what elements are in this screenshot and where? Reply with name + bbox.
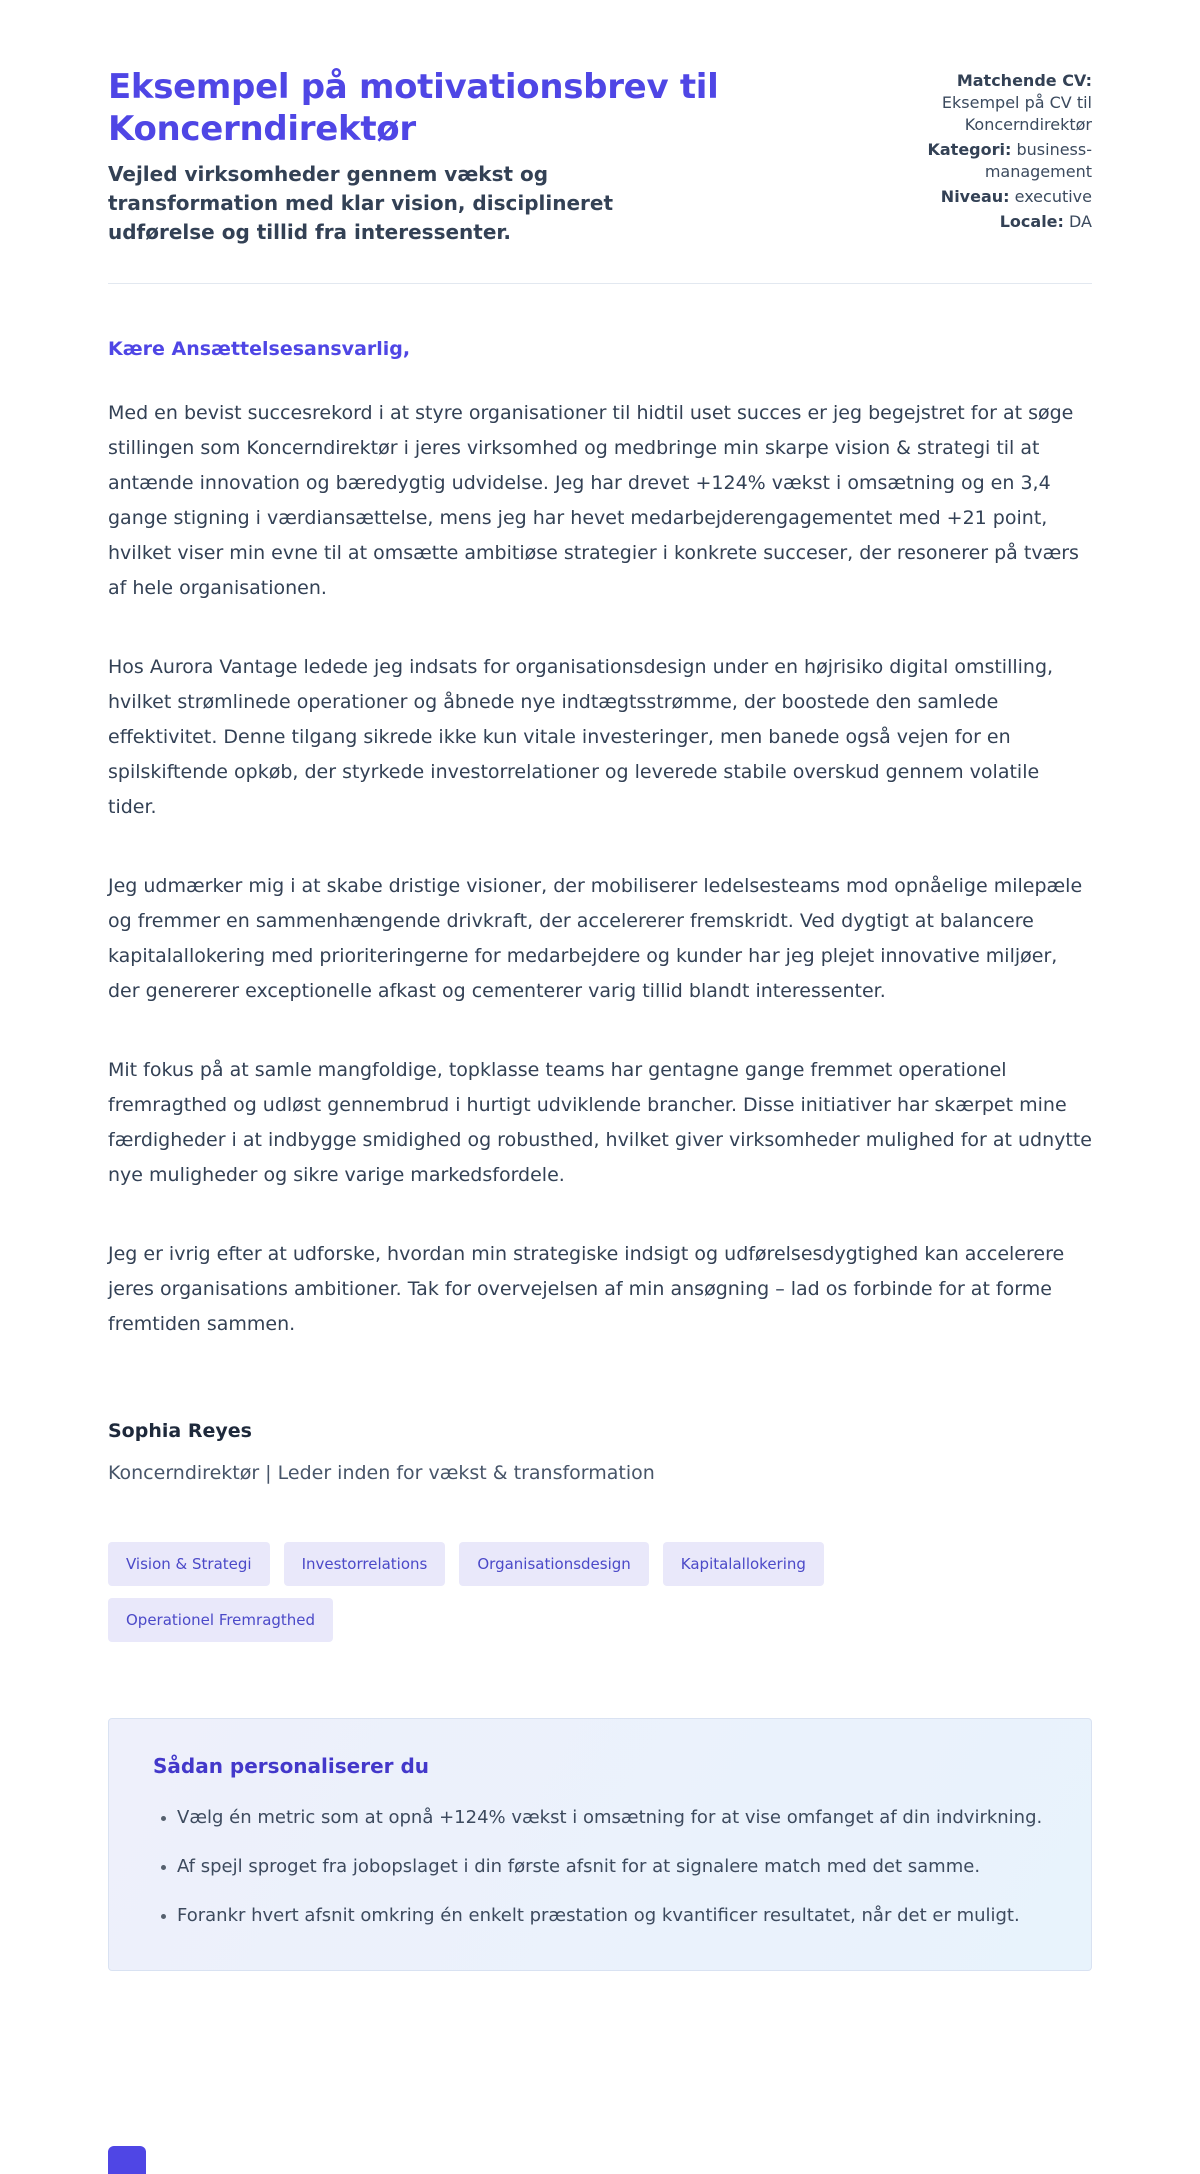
meta-item-category <box>854 139 1092 183</box>
letter-greeting: Kære Ansættelsesansvarlig, <box>108 338 411 360</box>
meta-label: Locale: <box>999 212 1064 231</box>
personalization-tips-box <box>108 1718 1092 1971</box>
cut-off-bottom-button[interactable] <box>108 2146 146 2174</box>
skill-tag: Organisationsdesign <box>459 1542 648 1586</box>
signature-name: Sophia Reyes <box>108 1420 252 1442</box>
skill-tag: Vision & Strategi <box>108 1542 270 1586</box>
header-title-block <box>108 66 854 247</box>
signature-block <box>108 1418 1092 1486</box>
header <box>108 66 1092 247</box>
signature-title: Koncerndirektør | Leder inden for vækst & transformation <box>108 1462 655 1484</box>
tips-heading: Sådan personaliserer du <box>153 1754 430 1778</box>
letter-paragraph: Jeg er ivrig efter at udforske, hvordan min strategiske indsigt og udførelsesdygtighed kan accelerere jeres organisations ambitioner. Tak for overvejelsen af min ansøgning – lad os forbinde for at forme fremtiden sammen. <box>108 1243 1065 1335</box>
skill-tag: Investorrelations <box>284 1542 446 1586</box>
letter-paragraph: Mit fokus på at samle mangfoldige, topklasse teams har gentagne gange fremmet operationel fremragthed og udløst gennembrud i hurtigt udviklende brancher. Disse initiativer har skærpet mine færdigheder i at indbygge smidighed og robusthed, hvilket giver virksomheder mulighed for at udnytte nye muligheder og sikre varige markedsfordele. <box>108 1059 1092 1186</box>
skill-tags <box>108 1542 928 1642</box>
tips-item: • Af spejl sproget fra jobopslaget i din første afsnit for at signalere match med det samme. <box>177 1850 1047 1883</box>
skill-tag: Kapitalallokering <box>663 1542 824 1586</box>
meta-label: Matchende CV: <box>956 71 1092 90</box>
meta-item-level <box>854 186 1092 208</box>
meta-value: Eksempel på CV til Koncerndirektør <box>941 93 1092 134</box>
tips-item: • Forankr hvert afsnit omkring én enkelt præstation og kvantificer resultatet, når det er muligt. <box>177 1899 1047 1932</box>
skill-tag: Operationel Fremragthed <box>108 1598 333 1642</box>
meta-value: executive <box>1014 187 1092 206</box>
page-subtitle: Vejled virksomheder gennem vækst og transformation med klar vision, disciplineret udførelse og tillid fra interessenter. <box>108 162 614 244</box>
letter-paragraph: Med en bevist succesrekord i at styre organisationer til hidtil uset succes er jeg begejstret for at søge stillingen som Koncerndirektør i jeres virksomhed og medbringe min skarpe vision & strategi til at antænde innovation og bæredygtig udvidelse. Jeg har drevet +124% vækst i omsætning og en 3,4 gange stigning i værdiansættelse, mens jeg har hevet medarbejderengagementet med +21 point, hvilket viser min evne til at omsætte ambitiøse strategier i konkrete succeser, der resonerer på tværs af hele organisationen. <box>108 402 1079 599</box>
meta-item-locale <box>854 211 1092 233</box>
tips-item: • Vælg én metric som at opnå +124% vækst i omsætning for at vise omfanget af din indvirkning. <box>177 1801 1047 1834</box>
meta-label: Kategori: <box>927 140 1012 159</box>
meta-label: Niveau: <box>940 187 1010 206</box>
letter-body <box>108 336 1092 1486</box>
meta-panel <box>854 66 1092 236</box>
meta-value: DA <box>1069 212 1092 231</box>
header-divider <box>108 283 1092 284</box>
letter-paragraph: Hos Aurora Vantage ledede jeg indsats for organisationsdesign under en højrisiko digital omstilling, hvilket strømlinede operationer og åbnede nye indtægtsstrømme, der boostede den samlede effektivitet. Denne tilgang sikrede ikke kun vitale investeringer, men banede også vejen for en spilskiftende opkøb, der styrkede investorrelationer og leverede stabile overskud gennem volatile tider. <box>108 656 1054 818</box>
meta-item-matching-cv <box>854 70 1092 136</box>
meta-value: business-management <box>984 140 1092 181</box>
letter-paragraph: Jeg udmærker mig i at skabe dristige visioner, der mobiliserer ledelsesteams mod opnåelige milepæle og fremmer en sammenhængende drivkraft, der accelererer fremskridt. Ved dygtigt at balancere kapitalallokering med prioriteringerne for medarbejdere og kunder har jeg plejet innovative miljøer, der genererer exceptionelle afkast og cementerer varig tillid blandt interessenter. <box>108 875 1083 1002</box>
tips-list <box>153 1801 1047 1932</box>
page-title: Eksempel på motivationsbrev til Koncerndirektør <box>108 67 719 149</box>
